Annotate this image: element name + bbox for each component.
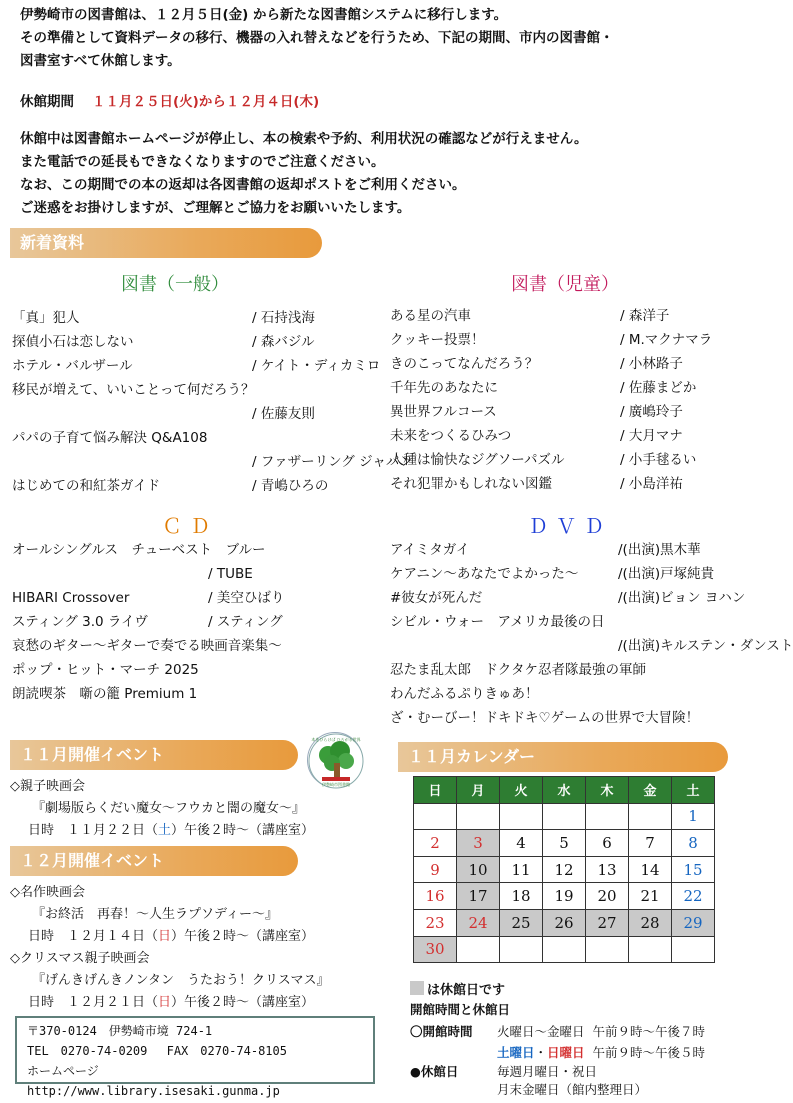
dec-event [10, 882, 314, 948]
notice-intro [20, 4, 613, 73]
calendar-day: 29 [672, 909, 715, 936]
item-title: ある星の汽車 [390, 308, 471, 324]
list-item [12, 354, 382, 378]
calendar-day [500, 936, 543, 963]
calendar-day [457, 803, 500, 830]
item-author: /(出演)戸塚純貴 [618, 566, 715, 582]
calendar-day: 18 [500, 883, 543, 910]
notice-line: 休館中は図書館ホームページが停止し、本の検索や予約、利用状況の確認などが行えません。 [20, 131, 588, 147]
item-title: ポップ・ヒット・マーチ 2025 [12, 662, 199, 678]
item-author: / 石持浅海 [252, 310, 315, 326]
item-title: 未来をつくるひみつ [390, 428, 512, 444]
list-item [390, 634, 793, 658]
phone-fax: TEL 0270-74-0209 FAX 0270-74-8105 [27, 1044, 287, 1058]
weekday-header: 月 [457, 777, 500, 804]
calendar-day: 17 [457, 883, 500, 910]
notice-line: 図書室すべて休館します。 [20, 53, 181, 69]
list-item [390, 682, 758, 706]
weekend-hours: 土曜日・日曜日 午前９時〜午後５時 [497, 1045, 706, 1060]
list-item [12, 378, 382, 402]
item-title: アイミタガイ [390, 542, 470, 558]
weekday-hours: 火曜日〜金曜日 午前９時〜午後７時 [497, 1024, 705, 1039]
list-item [12, 474, 382, 498]
closure-dates: １１月２５日(火)から１２月４日(木) [92, 94, 320, 110]
closed-days-line1: 毎週月曜日・祝日 [497, 1064, 598, 1079]
homepage-url[interactable]: ホームページ http://www.library.isesaki.gunma.jp [27, 1064, 280, 1098]
calendar-day: 20 [586, 883, 629, 910]
dec-event-date: 日時 １２月１４日（日）午後２時〜（講座室） [28, 929, 315, 944]
address-box [15, 1016, 375, 1098]
item-title: HIBARI Crossover [12, 590, 130, 606]
calendar-day: 30 [414, 936, 457, 963]
list-item [390, 304, 755, 328]
calendar-week [414, 803, 715, 830]
list-item [390, 328, 755, 352]
calendar-day [586, 936, 629, 963]
calendar-day [457, 936, 500, 963]
item-author: / ケイト・ディカミロ [252, 358, 381, 374]
cd-list [12, 538, 382, 706]
calendar-day: 24 [457, 909, 500, 936]
list-item [390, 472, 755, 496]
list-item [12, 306, 382, 330]
list-item [12, 634, 382, 658]
calendar-day [543, 936, 586, 963]
item-author: / 小林路子 [620, 356, 683, 372]
item-title: ホテル・バルザール [12, 358, 133, 374]
list-item [12, 450, 413, 474]
open-hours-label: 〇開館時間 [410, 1024, 473, 1039]
calendar-week [414, 936, 715, 963]
item-author: / 美空ひばり [208, 590, 285, 606]
list-item [12, 586, 382, 610]
weekday-header: 土 [672, 777, 715, 804]
item-author: / スティング [208, 614, 283, 630]
nov-event-title: 『劇場版らくだい魔女〜フウカと闇の魔女〜』 [32, 801, 306, 816]
weekday-header: 日 [414, 777, 457, 804]
item-title: クッキー投票！ [390, 332, 485, 348]
item-title: スティング 3.0 ライヴ [12, 614, 149, 630]
closed-legend-swatch [410, 981, 424, 995]
item-title: ざ・むーびー！ドキドキ♡ゲームの世界で大冒険！ [390, 710, 700, 726]
calendar-day [629, 803, 672, 830]
closed-days-line2: 月末金曜日（館内整理日） [497, 1082, 648, 1097]
item-author: / 佐藤友則 [252, 406, 315, 422]
item-title: 朗読喫茶 噺の籠 Premium 1 [12, 686, 198, 702]
item-title: 異世界フルコース [390, 404, 497, 420]
list-item [390, 424, 755, 448]
notice-line: 伊勢崎市の図書館は、１２月５日(金) から新たな図書館システムに移行します。 [20, 7, 508, 23]
item-title: パパの子育て悩み解決 Q&A108 [12, 430, 208, 446]
hours-title: 開館時間と休館日 [410, 1002, 511, 1017]
dec-event-name: ◇名作映画会 [10, 885, 85, 900]
list-item [390, 562, 758, 586]
general-books-list [12, 306, 413, 498]
item-author: / 大月マナ [620, 428, 683, 444]
dvd-title: ＤＶＤ [528, 514, 612, 538]
list-item [390, 352, 755, 376]
calendar-day: 3 [457, 830, 500, 857]
item-title: 移民が増えて、いいことって何だろう？ [12, 382, 255, 398]
address-line: 〒370-0124 伊勢崎市境 724-1 [27, 1024, 213, 1038]
dec-event-title: 『げんきげんきノンタン うたおう！クリスマス』 [32, 973, 330, 988]
list-item [12, 682, 382, 706]
calendar-day: 10 [457, 856, 500, 883]
list-item [12, 562, 382, 586]
nov-event-name: ◇親子映画会 [10, 779, 85, 794]
calendar-day [586, 803, 629, 830]
item-author: / 小島洋祐 [620, 476, 683, 492]
item-author: / ファザーリング ジャパン [252, 454, 413, 470]
dvd-list [390, 538, 793, 730]
item-author: / 森洋子 [620, 308, 670, 324]
item-author: / 佐藤まどか [620, 380, 697, 396]
general-books-title: 図書（一般） [121, 274, 229, 295]
dec-event [10, 948, 329, 1014]
item-title: オールシングルス チューベスト ブルー [12, 542, 266, 558]
nov-events-header: １１月開催イベント [10, 740, 298, 770]
calendar-day: 1 [672, 803, 715, 830]
calendar-day: 26 [543, 909, 586, 936]
calendar-week [414, 830, 715, 857]
item-author: /(出演)黒木華 [618, 542, 701, 558]
calendar-day: 15 [672, 856, 715, 883]
calendar-day [414, 803, 457, 830]
item-title: 「真」犯人 [12, 310, 80, 326]
november-calendar [413, 776, 715, 963]
new-arrivals-header: 新着資料 [10, 228, 322, 258]
list-item [390, 658, 758, 682]
list-item [390, 376, 755, 400]
calendar-day: 8 [672, 830, 715, 857]
cd-title: ＣＤ [162, 514, 218, 538]
calendar-day: 21 [629, 883, 672, 910]
calendar-day: 27 [586, 909, 629, 936]
tree-logo-icon [308, 733, 364, 789]
calendar-day [672, 936, 715, 963]
calendar-day: 12 [543, 856, 586, 883]
calendar-day: 4 [500, 830, 543, 857]
calendar-day [500, 803, 543, 830]
calendar-day: 16 [414, 883, 457, 910]
item-title: きのこってなんだろう？ [390, 356, 539, 372]
item-author: / TUBE [208, 566, 253, 582]
item-title: それ犯罪かもしれない図鑑 [390, 476, 552, 492]
list-item [12, 402, 382, 426]
calendar-day: 14 [629, 856, 672, 883]
list-item [390, 400, 755, 424]
calendar-day: 11 [500, 856, 543, 883]
list-item [12, 330, 382, 354]
calendar-week [414, 883, 715, 910]
item-title: わんだふるぷりきゅあ！ [390, 686, 539, 702]
closed-days-label: ●休館日 [410, 1064, 459, 1079]
calendar-header: １１月カレンダー [398, 742, 728, 772]
library-logo [307, 732, 363, 788]
calendar-week [414, 856, 715, 883]
item-title: 哀愁のギター〜ギターで奏でる映画音楽集〜 [12, 638, 282, 654]
item-title: シビル・ウォー アメリカ最後の日 [390, 614, 605, 630]
list-item [12, 658, 382, 682]
logo-text-bottom: 伊勢崎市図書館 [322, 782, 350, 787]
item-author: /(出演)ビョン ヨハン [618, 590, 746, 606]
calendar-day: 2 [414, 830, 457, 857]
logo-text-top: 本をひらけば ひろがる世界 [311, 737, 361, 742]
item-author: / 小手毬るい [620, 452, 697, 468]
calendar-day: 25 [500, 909, 543, 936]
item-author: / 青嶋ひろの [252, 478, 329, 494]
calendar-week [414, 909, 715, 936]
calendar-day [629, 936, 672, 963]
item-author: / 廣嶋玲子 [620, 404, 683, 420]
closure-label: 休館期間 [20, 94, 74, 110]
nov-event-date: 日時 １１月２２日（土）午後２時〜（講座室） [28, 823, 315, 838]
weekday-header: 木 [586, 777, 629, 804]
calendar-day: 7 [629, 830, 672, 857]
weekday-header: 水 [543, 777, 586, 804]
calendar-day [543, 803, 586, 830]
notice-line: その準備として資料データの移行、機器の入れ替えなどを行うため、下記の期間、市内の図書館・ [20, 30, 614, 46]
list-item [390, 610, 758, 634]
item-title: 人種は愉快なジグソーパズル [390, 452, 565, 468]
nov-event [10, 776, 314, 842]
calendar-day: 9 [414, 856, 457, 883]
list-item [390, 538, 758, 562]
list-item [390, 448, 755, 472]
item-title: #彼女が死んだ [390, 590, 483, 606]
notice-line: ご迷惑をお掛けしますが、ご理解とご協力をお願いいたします。 [20, 200, 411, 216]
notice-line: なお、この期間での本の返却は各図書館の返却ポストをご利用ください。 [20, 177, 466, 193]
notice-line: また電話での延長もできなくなりますのでご注意ください。 [20, 154, 385, 170]
dec-event-date: 日時 １２月２１日（日）午後２時〜（講座室） [28, 995, 315, 1010]
item-title: 忍たま乱太郎 ドクタケ忍者隊最強の軍師 [390, 662, 646, 678]
calendar-day: 19 [543, 883, 586, 910]
dec-event-name: ◇クリスマス親子映画会 [10, 951, 150, 966]
dec-event-title: 『お終活 再春！〜人生ラプソディー〜』 [32, 907, 278, 922]
notice-body [20, 128, 588, 220]
weekday-header: 火 [500, 777, 543, 804]
closure-period [20, 91, 319, 114]
item-author: /(出演)キルステン・ダンスト [618, 638, 793, 654]
calendar-day: 5 [543, 830, 586, 857]
item-author: / M.マクナマラ [620, 332, 713, 348]
calendar-day: 23 [414, 909, 457, 936]
calendar-day: 28 [629, 909, 672, 936]
list-item [12, 610, 382, 634]
calendar-day: 22 [672, 883, 715, 910]
weekday-header: 金 [629, 777, 672, 804]
list-item [12, 426, 382, 450]
item-title: 探偵小石は恋しない [12, 334, 134, 350]
list-item [390, 586, 758, 610]
children-books-title: 図書（児童） [511, 274, 619, 295]
list-item [390, 706, 758, 730]
dec-events-header: １２月開催イベント [10, 846, 298, 876]
item-title: 千年先のあなたに [390, 380, 498, 396]
children-books-list [390, 304, 755, 496]
closed-legend-text: は休館日です [427, 983, 506, 998]
calendar-day: 13 [586, 856, 629, 883]
calendar-day: 6 [586, 830, 629, 857]
item-author: / 森バジル [252, 334, 315, 350]
list-item [12, 538, 382, 562]
item-title: はじめての和紅茶ガイド [12, 478, 161, 494]
item-title: ケアニン〜あなたでよかった〜 [390, 566, 579, 582]
